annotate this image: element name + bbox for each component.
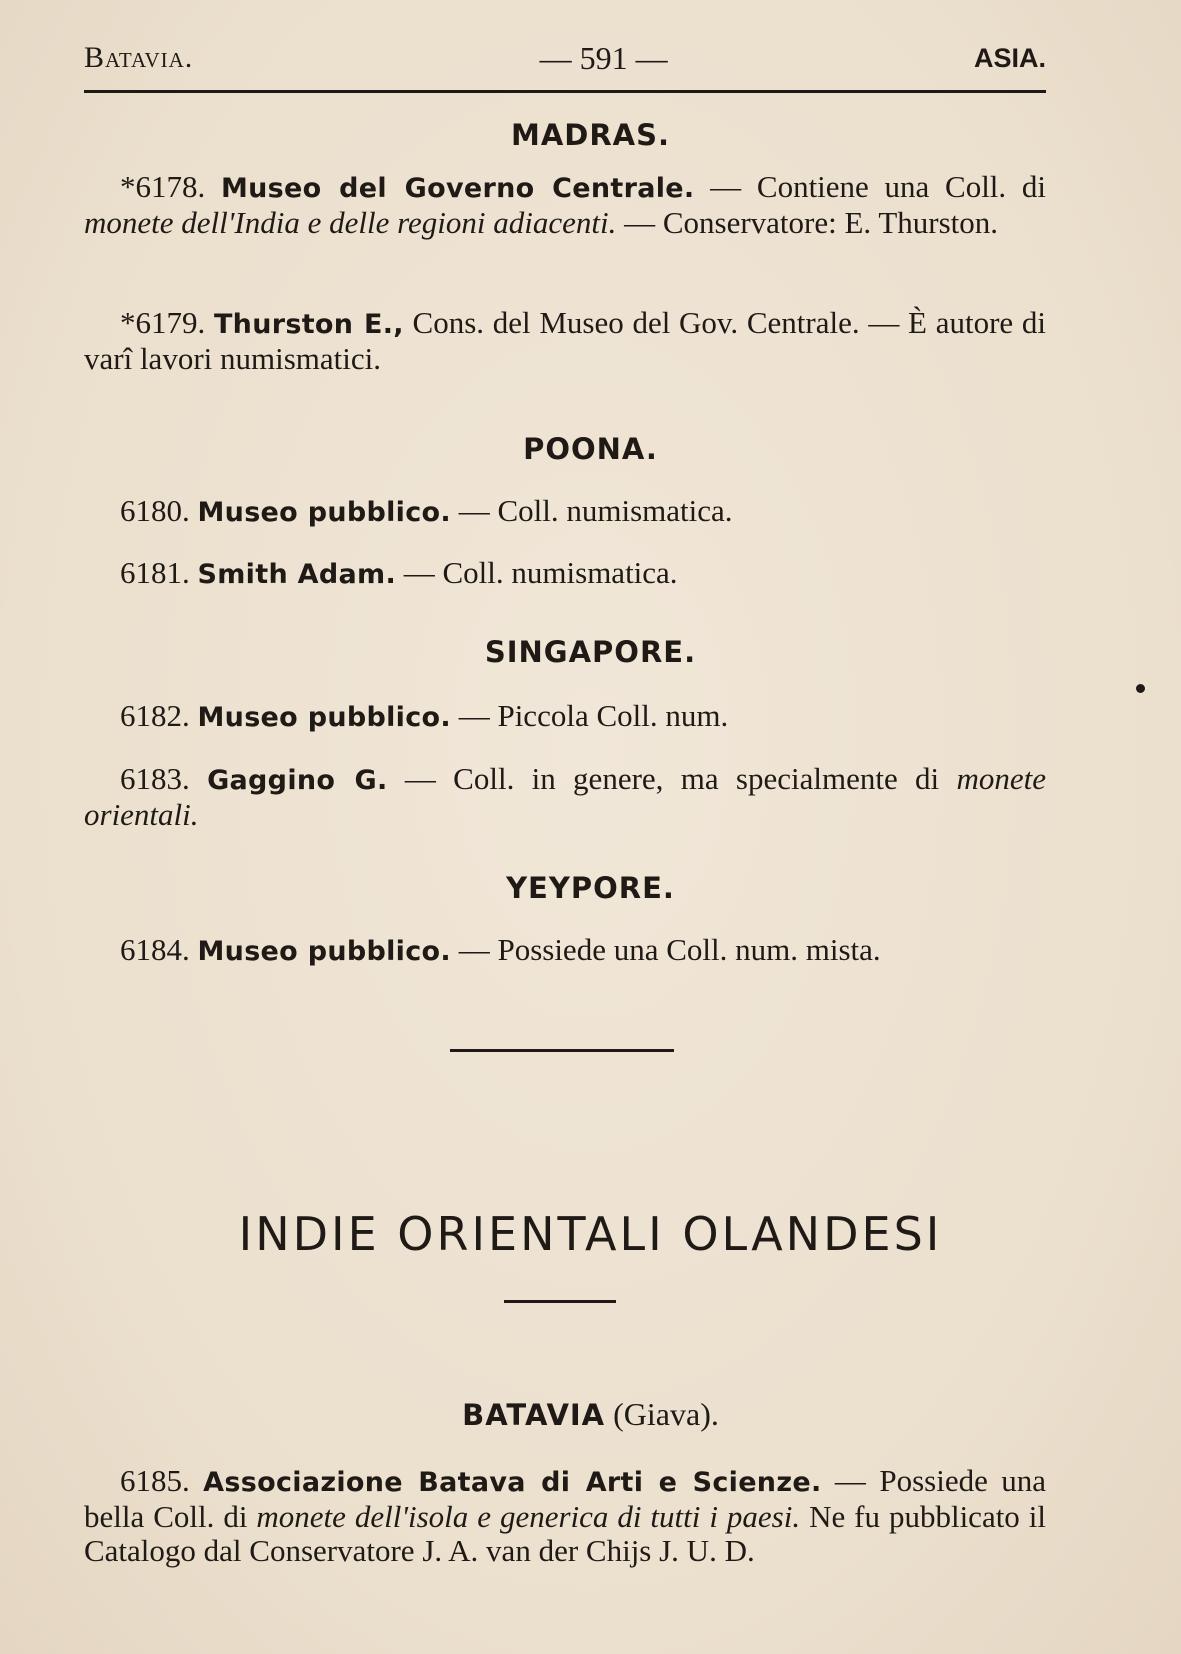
entry-name: Associazione Batava di Arti e Scienze.: [203, 1467, 822, 1498]
entry-text: — Coll. numismatica.: [396, 555, 678, 590]
entry-number: 6185.: [120, 1463, 190, 1498]
entry-6182: [84, 699, 1046, 735]
chapter-title: INDIE ORIENTALI OLANDESI: [238, 1207, 943, 1261]
entry-name: Museo pubblico.: [197, 497, 451, 528]
entry-italic: monete dell'isola e generica di tutti i paesi.: [256, 1499, 801, 1534]
running-head: [84, 38, 1046, 78]
entry-text: Cons. del Museo del Gov. Centrale. — È autore di varî lavori numismatici.: [84, 305, 1046, 376]
section-divider: [450, 1049, 674, 1052]
title-rule: [504, 1300, 616, 1303]
entry-6179: [84, 306, 1046, 376]
entry-text: — Possiede una bella Coll. di: [84, 1463, 1046, 1534]
entry-6181: [84, 556, 1046, 592]
entry-number: *6178.: [120, 169, 206, 204]
section-heading-singapore: SINGAPORE.: [484, 635, 697, 669]
entry-text: — Coll. numismatica.: [450, 493, 733, 528]
section-heading-yeypore: YEYPORE.: [506, 871, 675, 905]
running-head-right: ASIA.: [973, 42, 1046, 73]
section-heading-poona: POONA.: [523, 432, 658, 466]
entry-text: — Coll. in genere, ma specialmente di: [387, 761, 957, 796]
entry-6178: [84, 170, 1046, 240]
section-heading-batavia: [0, 1396, 1181, 1433]
entry-number: 6181.: [120, 555, 190, 590]
entry-name: Museo pubblico.: [197, 936, 451, 967]
section-heading-batavia-sub: (Giava).: [605, 1396, 719, 1432]
entry-number: 6182.: [120, 698, 190, 733]
entry-name: Gaggino G.: [207, 765, 388, 796]
running-head-left: Batavia.: [84, 41, 194, 74]
entry-text: — Conservatore: E. Thurston.: [616, 205, 999, 240]
entry-number: 6184.: [120, 932, 190, 967]
entry-6185: [84, 1464, 1046, 1568]
entry-text: — Contiene una Coll. di: [694, 169, 1047, 204]
entry-number: 6180.: [120, 493, 190, 528]
entry-number: *6179.: [120, 305, 206, 340]
entry-text: — Possiede una Coll. num. mista.: [450, 932, 881, 967]
ink-dot: [1136, 684, 1145, 693]
entry-text: Ne fu pubblicato il Catalogo dal Conservatore J. A. van der Chijs J. U. D.: [84, 1499, 1046, 1568]
entry-italic: monete orientali.: [84, 761, 1047, 832]
header-rule: [84, 90, 1046, 93]
section-heading-madras: MADRAS.: [510, 118, 671, 152]
entry-name: Smith Adam.: [197, 559, 396, 590]
entry-italic: monete dell'India e delle regioni adiacenti.: [84, 205, 617, 240]
section-heading-batavia-name: BATAVIA: [462, 1398, 606, 1432]
entry-number: 6183.: [120, 761, 190, 796]
entry-name: Thurston E.,: [213, 309, 404, 340]
page-number: — 591 —: [539, 39, 668, 76]
entry-name: Museo del Governo Centrale.: [220, 173, 695, 204]
entry-6180: [84, 494, 1046, 530]
entry-6184: [84, 933, 1046, 969]
entry-name: Museo pubblico.: [197, 702, 451, 733]
entry-6183: [84, 762, 1046, 832]
entry-text: — Piccola Coll. num.: [450, 698, 729, 733]
